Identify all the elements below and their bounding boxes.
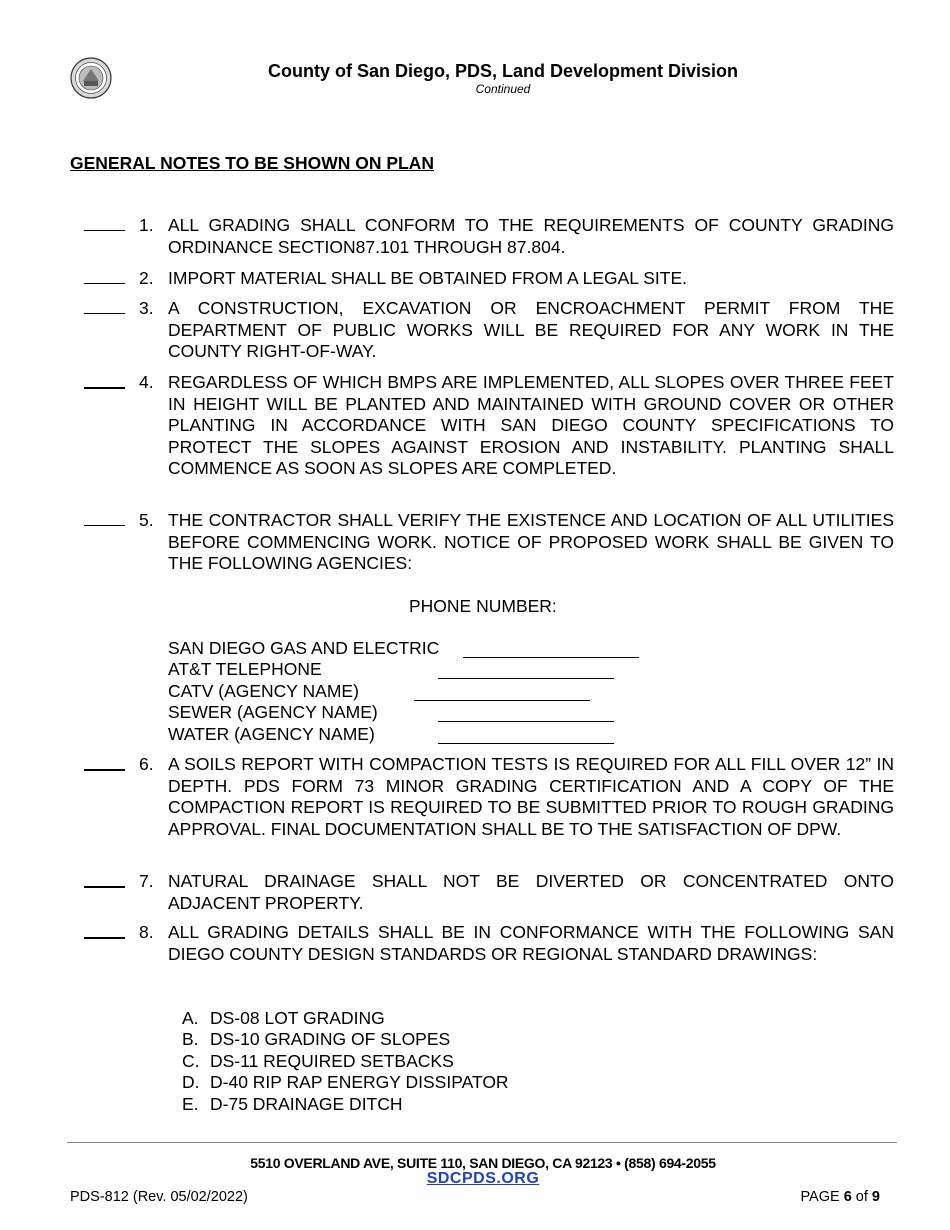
note-8-number: 8. bbox=[139, 922, 154, 942]
form-id: PDS-812 (Rev. 05/02/2022) bbox=[70, 1189, 248, 1205]
agency-catv-phone-blank[interactable] bbox=[414, 685, 590, 701]
note-1-checkoff-blank[interactable] bbox=[84, 215, 125, 231]
page-prefix: PAGE bbox=[800, 1189, 840, 1205]
agency-sewer-phone-blank[interactable] bbox=[438, 706, 614, 722]
page-current: 6 bbox=[843, 1189, 852, 1205]
standard-letter: E. bbox=[182, 1094, 199, 1114]
footer-address: 5510 OVERLAND AVE, SUITE 110, SAN DIEGO, CA 92123 • (858) 694-2055 bbox=[250, 1155, 716, 1171]
agency-att-phone-blank[interactable] bbox=[438, 663, 614, 679]
note-3 bbox=[84, 298, 894, 363]
standard-letter: C. bbox=[182, 1051, 200, 1071]
footer-divider bbox=[67, 1142, 897, 1143]
section-heading: GENERAL NOTES TO BE SHOWN ON PLAN bbox=[70, 153, 434, 173]
agency-sdge-phone-blank[interactable] bbox=[463, 642, 639, 658]
note-2-number: 2. bbox=[139, 268, 154, 288]
standard-text: D-40 RIP RAP ENERGY DISSIPATOR bbox=[210, 1072, 509, 1092]
note-6-number: 6. bbox=[139, 754, 154, 774]
note-3-text: A CONSTRUCTION, EXCAVATION OR ENCROACHMENT PERMIT FROM THE DEPARTMENT OF PUBLIC WORKS WILL BE REQUIRED FOR ANY WORK IN THE COUNTY RIGHT-OF-WAY. bbox=[168, 298, 894, 361]
page-total: 9 bbox=[871, 1189, 880, 1205]
note-5-number: 5. bbox=[139, 510, 154, 530]
note-2-text: IMPORT MATERIAL SHALL BE OBTAINED FROM A LEGAL SITE. bbox=[168, 268, 687, 288]
note-5 bbox=[84, 510, 894, 575]
agency-att: AT&T TELEPHONE bbox=[168, 659, 322, 679]
note-7-number: 7. bbox=[139, 871, 154, 891]
note-5-checkoff-blank[interactable] bbox=[84, 510, 125, 526]
county-seal-logo bbox=[70, 57, 112, 99]
note-6 bbox=[84, 754, 894, 840]
note-3-number: 3. bbox=[139, 298, 154, 318]
agency-water-phone-blank[interactable] bbox=[438, 728, 614, 744]
header-subtitle: Continued bbox=[475, 82, 531, 96]
standard-text: D-75 DRAINAGE DITCH bbox=[210, 1094, 403, 1114]
agency-water: WATER (AGENCY NAME) bbox=[168, 724, 375, 744]
standard-item bbox=[182, 1008, 385, 1030]
note-1-text: ALL GRADING SHALL CONFORM TO THE REQUIREMENTS OF COUNTY GRADING ORDINANCE SECTION87.101 THROUGH 87.804. bbox=[168, 215, 894, 257]
standard-text: DS-10 GRADING OF SLOPES bbox=[210, 1029, 451, 1049]
note-7 bbox=[84, 871, 894, 914]
note-8-text: ALL GRADING DETAILS SHALL BE IN CONFORMANCE WITH THE FOLLOWING SAN DIEGO COUNTY DESIGN STANDARDS OR REGIONAL STANDARD DRAWINGS: bbox=[168, 922, 894, 964]
note-4-checkoff-blank[interactable] bbox=[84, 372, 125, 389]
standard-letter: A. bbox=[182, 1008, 199, 1028]
standard-item bbox=[182, 1094, 403, 1116]
page-number bbox=[800, 1189, 880, 1205]
phone-number-label: PHONE NUMBER: bbox=[409, 596, 557, 616]
note-2 bbox=[84, 268, 894, 290]
standard-item bbox=[182, 1029, 450, 1051]
header-title: County of San Diego, PDS, Land Development Division bbox=[267, 61, 739, 81]
note-5-text: THE CONTRACTOR SHALL VERIFY THE EXISTENCE AND LOCATION OF ALL UTILITIES BEFORE COMMENCING WORK. NOTICE OF PROPOSED WORK SHALL BE GIVEN TO THE FOLLOWING AGENCIES: bbox=[168, 510, 894, 573]
note-7-text: NATURAL DRAINAGE SHALL NOT BE DIVERTED OR CONCENTRATED ONTO ADJACENT PROPERTY. bbox=[168, 871, 894, 913]
note-6-text: A SOILS REPORT WITH COMPACTION TESTS IS REQUIRED FOR ALL FILL OVER 12” IN DEPTH. PDS FORM 73 MINOR GRADING CERTIFICATION AND A COPY OF THE COMPACTION REPORT IS REQUIRED TO BE SUBMITTED PRIOR TO ROUGH GRADING APPROVAL. FINAL DOCUMENTATION SHALL BE TO THE SATISFACTION OF DPW. bbox=[168, 754, 894, 839]
note-4-number: 4. bbox=[139, 372, 154, 392]
note-4 bbox=[84, 372, 894, 480]
note-1 bbox=[84, 215, 894, 258]
agency-sdge: SAN DIEGO GAS AND ELECTRIC bbox=[168, 638, 440, 658]
agency-catv: CATV (AGENCY NAME) bbox=[168, 681, 359, 701]
standard-text: DS-08 LOT GRADING bbox=[210, 1008, 385, 1028]
note-8 bbox=[84, 922, 894, 965]
standard-text: DS-11 REQUIRED SETBACKS bbox=[210, 1051, 454, 1071]
note-2-checkoff-blank[interactable] bbox=[84, 268, 125, 284]
note-6-checkoff-blank[interactable] bbox=[84, 754, 125, 771]
standard-item bbox=[182, 1072, 509, 1094]
standard-letter: D. bbox=[182, 1072, 200, 1092]
page-of: of bbox=[855, 1189, 868, 1205]
footer-website-link[interactable]: SDCPDS.ORG bbox=[426, 1170, 540, 1187]
standard-item bbox=[182, 1051, 454, 1073]
note-8-checkoff-blank[interactable] bbox=[84, 922, 125, 939]
note-4-text: REGARDLESS OF WHICH BMPS ARE IMPLEMENTED, ALL SLOPES OVER THREE FEET IN HEIGHT WILL BE PLANTED AND MAINTAINED WITH GROUND COVER OR OTHER PLANTING IN ACCORDANCE WITH SAN DIEGO COUNTY SPECIFICATIONS TO PROTECT THE SLOPES AGAINST EROSION AND INSTABILITY. PLANTING SHALL COMMENCE AS SOON AS SLOPES ARE COMPLETED. bbox=[168, 372, 894, 478]
note-3-checkoff-blank[interactable] bbox=[84, 298, 125, 314]
standard-letter: B. bbox=[182, 1029, 199, 1049]
note-1-number: 1. bbox=[139, 215, 154, 235]
note-7-checkoff-blank[interactable] bbox=[84, 871, 125, 888]
agency-sewer: SEWER (AGENCY NAME) bbox=[168, 702, 378, 722]
